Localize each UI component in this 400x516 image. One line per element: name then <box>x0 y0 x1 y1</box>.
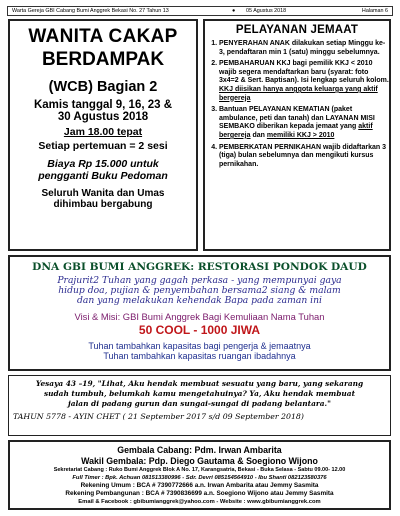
church-info-box <box>8 440 391 510</box>
verse-year: TAHUN 5778 - AYIN CHET ( 21 September 2017 s/d 09 September 2018) <box>13 412 304 421</box>
pelayanan-item-4: 4. PEMBERKATAN PERNIKAHAN wajib didaftarkan 3 (tiga) bulan sebelumnya dan mengikuti kursus pernikahan. <box>219 144 389 170</box>
header-bullet: ● <box>232 8 236 14</box>
pelayanan-jemaat-box <box>203 19 391 251</box>
dna-prayer-line1: Prajurit2 Tuhan yang gagah perkasa - yang mempunyai gaya <box>57 275 342 286</box>
header-date: 05 Agustus 2018 <box>246 8 287 14</box>
dna-add-2: Tuhan tambahkan kapasitas ruangan ibadahnya <box>103 351 296 361</box>
header-publication: Warta Gereja GBI Cabang Bumi Anggrek Bekasi No. 27 Tahun 13 <box>12 8 169 14</box>
wcb-event-box <box>8 19 198 251</box>
dna-prayer-line2: hidup doa, pujian & penyembahan bersama2 siang & malam <box>58 285 341 296</box>
wcb-invite-line2: dihimbau bergabung <box>53 199 153 210</box>
rekening-pembangunan-line: Rekening Pembangunan : BCA # 7390836699 a.n. Soegiono Wijono atau Jemmy Sasmita <box>65 490 334 497</box>
contact-line: Email & Facebook : gbibumianggrek@yahoo.com - Website : www.gbibumianggrek.com <box>78 499 321 505</box>
wakil-gembala-line: Wakil Gembala: Pdp. Diego Gautama & Soegiono Wijono <box>81 455 318 466</box>
dna-title: DNA GBI BUMI ANGGREK: RESTORASI PONDOK DAUD <box>32 261 367 273</box>
wcb-time: Jam 18.00 tepat <box>63 126 143 138</box>
dna-box <box>8 255 391 371</box>
wcb-fee-line1: Biaya Rp 15.000 untuk <box>47 158 159 170</box>
wcb-sessions: Setiap pertemuan = 2 sesi <box>38 140 168 152</box>
wcb-dates-line1: Kamis tanggal 9, 16, 23 & <box>33 99 173 111</box>
verse-line2: sudah tumbuh, belumkah kamu mengetahuinya? Ya, Aku hendak membuat <box>43 389 355 398</box>
bulletin-header <box>7 6 393 16</box>
pelayanan-item-3: 3. Bantuan PELAYANAN KEMATIAN (paket ambulance, peti dan tanah) dan LAYANAN MISI SEMBAKO diberikan kepada jemaat yang aktif bergereja dan memiliki KKJ > 2010 <box>219 106 389 140</box>
dna-target: 50 COOL - 1000 JIWA <box>138 323 261 337</box>
pelayanan-item-1: 1. PENYERAHAN ANAK dilakukan setiap Minggu ke-3, pendaftaran min 1 (satu) minggu sebelumnya. <box>219 40 389 57</box>
sekretariat-line: Sekretariat Cabang : Ruko Bumi Anggrek Blok A No. 17, Karangsatria, Bekasi - Buka Selasa - Sabtu 09.00- 12.00 <box>53 467 346 473</box>
pelayanan-list <box>205 40 389 169</box>
dna-prayer-line3: dan yang melakukan kehendak Bapa pada zaman ini <box>77 295 322 306</box>
gembala-line: Gembala Cabang: Pdm. Irwan Ambarita <box>117 445 282 455</box>
rekening-umum-line: Rekening Umum : BCA # 7390772666 a.n. Irwan Ambarita atau Jemmy Sasmita <box>80 482 319 489</box>
verse-line3: jalan di padang gurun dan sungai-sungai di padang belantara." <box>68 399 331 408</box>
verse-line1: Yesaya 43 –19, "Lihat, Aku hendak membuat sesuatu yang baru, yang sekarang <box>35 379 364 388</box>
wcb-title-line2: BERDAMPAK <box>41 49 165 70</box>
wcb-invite-line1: Seluruh Wanita dan Umas <box>41 188 165 199</box>
wcb-subtitle: (WCB) Bagian 2 <box>48 79 158 95</box>
pelayanan-title: PELAYANAN JEMAAT <box>235 24 359 36</box>
wcb-fee-line2: pengganti Buku Pedoman <box>38 170 168 182</box>
full-timer-line: Full Timer : Bpk. Achuan 081513380996 - Sdr. Devri 085154564910 - Ibu Shanti 082123580376 <box>72 475 327 481</box>
verse-box <box>8 375 391 436</box>
header-page: Halaman 6 <box>361 8 388 14</box>
dna-add-1: Tuhan tambahkan kapasitas bagi pengerja & jemaatnya <box>88 341 311 351</box>
dna-vision: Visi & Misi: GBI Bumi Anggrek Bagi Kemuliaan Nama Tuhan <box>74 311 325 322</box>
wcb-title-line1: WANITA CAKAP <box>28 26 178 47</box>
pelayanan-item-2: 2. PEMBAHARUAN KKJ bagi pemilik KKJ < 2010 wajib segera mendaftarkan baru (syarat: foto 3x4=2 & Sert. Baptisan). Isi lengkap seluruh kolom. KKJ diisikan hanya anggota keluarga yang aktif bergereja <box>219 60 389 103</box>
wcb-dates-line2: 30 Agustus 2018 <box>57 111 149 123</box>
